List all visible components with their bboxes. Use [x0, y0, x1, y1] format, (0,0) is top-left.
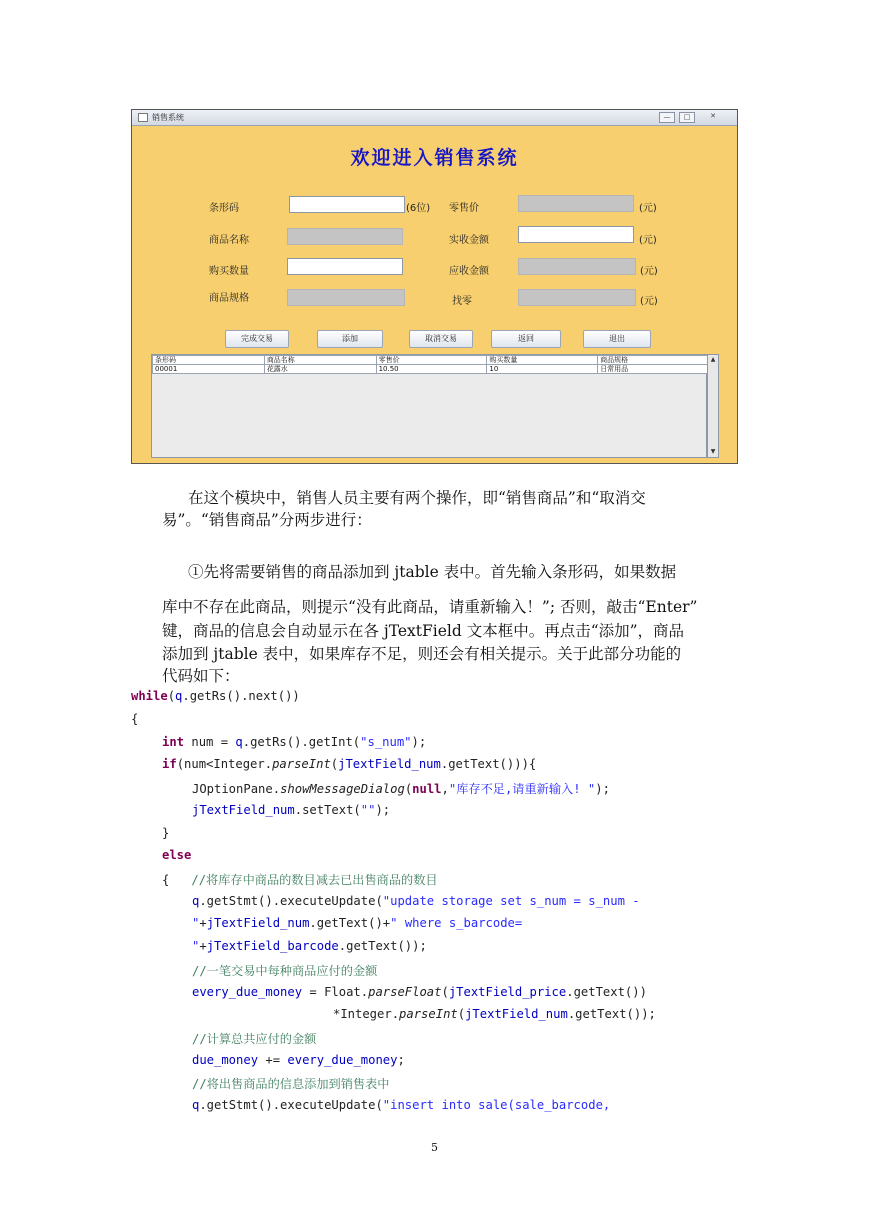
scroll-up-icon[interactable]: ▲ [710, 356, 716, 363]
back-button[interactable]: 返回 [491, 330, 561, 348]
code-line: //一笔交易中每种商品应付的金额 [192, 964, 378, 978]
paragraph-2-line-5: 代码如下： [162, 667, 240, 685]
code-line: } [162, 826, 170, 840]
table-cell[interactable]: 花露水 [264, 365, 376, 374]
table-scrollbar[interactable] [707, 354, 719, 458]
table-header[interactable]: 商品名称 [264, 356, 376, 365]
table-header[interactable]: 条形码 [153, 356, 265, 365]
code-line: q.getStmt().executeUpdate("insert into sale(sale_barcode, [192, 1098, 611, 1112]
window-titlebar [132, 110, 737, 126]
code-line: JOptionPane.showMessageDialog(null,"库存不足,请重新输入! "); [192, 782, 610, 796]
close-icon[interactable]: ✕ [710, 112, 716, 120]
retail-price-label: 零售价 [449, 203, 479, 214]
sales-system-screenshot [131, 109, 738, 464]
paragraph-1-line-2: 易”。“销售商品”分两步进行： [162, 511, 372, 529]
quantity-input[interactable] [287, 258, 403, 275]
page-title: 欢迎进入销售系统 [350, 147, 519, 169]
table-cell[interactable]: 日常用品 [598, 365, 708, 374]
due-amount-label: 应收金额 [449, 266, 489, 277]
paragraph-2-line-1: ①先将需要销售的商品添加到 jtable 表中。首先输入条形码，如果数据 [188, 563, 677, 581]
paragraph-2-line-2: 库中不存在此商品，则提示“没有此商品，请重新输入！”; 否则，敲击“Enter” [162, 598, 698, 616]
page-number: 5 [431, 1141, 438, 1154]
quantity-label: 购买数量 [209, 266, 249, 277]
table-header[interactable]: 商品规格 [598, 356, 708, 365]
app-icon [138, 113, 148, 122]
code-line: "+jTextField_num.getText()+" where s_barcode= [192, 916, 523, 930]
table-row[interactable] [153, 365, 708, 374]
code-line: int num = q.getRs().getInt("s_num"); [162, 735, 427, 749]
spec-field [287, 289, 405, 306]
code-line: if(num<Integer.parseInt(jTextField_num.getText())){ [162, 757, 537, 771]
paid-unit: (元) [639, 235, 657, 246]
paragraph-1-line-1: 在这个模块中，销售人员主要有两个操作，即“销售商品”和“取消交 [188, 489, 646, 507]
code-line: //将出售商品的信息添加到销售表中 [192, 1077, 390, 1091]
barcode-label: 条形码 [209, 203, 239, 214]
code-line: "+jTextField_barcode.getText()); [192, 939, 427, 953]
code-line: //计算总共应付的金额 [192, 1032, 317, 1046]
code-line: jTextField_num.setText(""); [192, 803, 391, 817]
table-header-row [153, 356, 708, 365]
barcode-hint: (6位) [406, 203, 431, 214]
code-line: due_money += every_due_money; [192, 1053, 405, 1067]
change-field [518, 289, 636, 306]
table-cell[interactable]: 10.50 [376, 365, 487, 374]
table-cell[interactable]: 00001 [153, 365, 265, 374]
maximize-icon[interactable]: □ [679, 112, 695, 123]
price-unit: (元) [639, 203, 657, 214]
paid-amount-label: 实收金额 [449, 235, 489, 246]
code-line: { [131, 712, 139, 726]
product-name-field [287, 228, 403, 245]
code-line: *Integer.parseInt(jTextField_num.getText()); [333, 1007, 656, 1021]
product-name-label: 商品名称 [209, 235, 249, 246]
table-header[interactable]: 零售价 [376, 356, 487, 365]
spec-label: 商品规格 [209, 293, 249, 304]
cancel-transaction-button[interactable]: 取消交易 [409, 330, 473, 348]
minimize-icon[interactable]: — [659, 112, 675, 123]
code-line: q.getStmt().executeUpdate("update storage set s_num = s_num - [192, 894, 640, 908]
barcode-input[interactable] [289, 196, 405, 213]
window-title: 销售系统 [152, 113, 184, 122]
change-unit: (元) [640, 296, 658, 307]
due-amount-field [518, 258, 636, 275]
due-unit: (元) [640, 266, 658, 277]
scroll-down-icon[interactable]: ▼ [710, 448, 716, 455]
code-line: { //将库存中商品的数目减去已出售商品的数目 [162, 873, 438, 887]
code-line: every_due_money = Float.parseFloat(jTextField_price.getText()) [192, 985, 647, 999]
sales-table[interactable] [151, 354, 707, 458]
table-header[interactable]: 购买数量 [487, 356, 598, 365]
finish-transaction-button[interactable]: 完成交易 [225, 330, 289, 348]
exit-button[interactable]: 退出 [583, 330, 651, 348]
table-cell[interactable]: 10 [487, 365, 598, 374]
paid-amount-input[interactable] [518, 226, 634, 243]
retail-price-field [518, 195, 634, 212]
code-line: while(q.getRs().next()) [131, 689, 300, 703]
code-line: else [162, 848, 192, 862]
change-label: 找零 [452, 296, 472, 307]
paragraph-2-line-3: 键，商品的信息会自动显示在各 jTextField 文本框中。再点击“添加”，商品 [162, 622, 685, 640]
add-button[interactable]: 添加 [317, 330, 383, 348]
paragraph-2-line-4: 添加到 jtable 表中，如果库存不足，则还会有相关提示。关于此部分功能的 [162, 645, 682, 663]
